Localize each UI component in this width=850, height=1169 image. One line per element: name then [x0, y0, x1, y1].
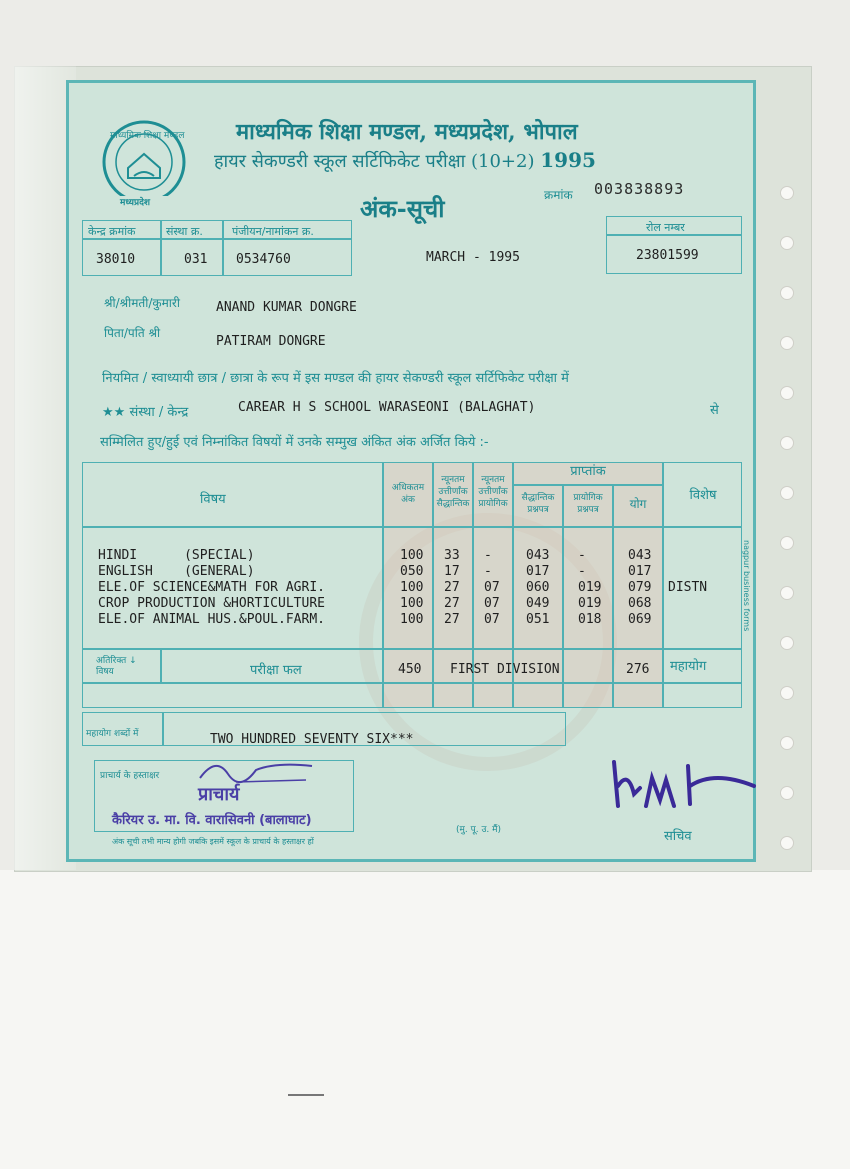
- header-min-theory: न्यूनतम उत्तीर्णांक सैद्धान्तिक: [436, 475, 470, 509]
- cell-theory: 051: [526, 612, 550, 627]
- centre-value: 38010: [96, 252, 136, 267]
- header-theory: सैद्धान्तिक प्रश्नपत्र: [521, 493, 555, 515]
- words-label: महायोग शब्दों में: [86, 729, 139, 739]
- institution-prefix: ★★ संस्था / केन्द्र: [102, 405, 189, 420]
- perforation-hole: [780, 586, 794, 600]
- candidate-name: ANAND KUMAR DONGRE: [216, 300, 357, 315]
- header-subject: विषय: [200, 492, 226, 507]
- cell-subject: ELE.OF SCIENCE&MATH FOR AGRI.: [98, 580, 325, 595]
- table-header-line: [82, 526, 742, 528]
- cell-min-p: -: [484, 564, 492, 579]
- cell-special: DISTN: [668, 580, 708, 595]
- declaration-line-3: सम्मिलित हुए/हुई एवं निम्नांकित विषयों में उनके सम्मुख अंकित अंक अर्जित किये :-: [100, 435, 489, 450]
- code-note: (मु. पू. उ. मैं): [456, 825, 501, 835]
- cell-theory: 017: [526, 564, 550, 579]
- serial-number: 003838893: [594, 180, 685, 198]
- cell-practical: 019: [578, 580, 602, 595]
- exam-year: 1995: [540, 148, 596, 172]
- serial-label: क्रमांक: [544, 188, 573, 202]
- validity-note: अंक सूची तभी मान्य होगी जबकि इसमें स्कूल के प्राचार्य के हस्ताक्षर हों: [112, 837, 314, 846]
- principal-note: प्राचार्य के हस्ताक्षर: [100, 771, 160, 781]
- declaration-line-1: नियमित / स्वाध्यायी छात्र / छात्रा के रूप में इस मण्डल की हायर सेकण्डरी स्कूल सर्टिफिकेट परीक्षा में: [102, 371, 569, 386]
- secretary-signature: [604, 756, 772, 822]
- id-col-divider: [222, 220, 224, 276]
- col-line: [162, 712, 164, 746]
- principal-stamp-title: प्राचार्य: [198, 784, 240, 805]
- principal-signature: [196, 752, 316, 792]
- cell-practical: -: [578, 548, 586, 563]
- cell-theory: 043: [526, 548, 550, 563]
- institution-label: संस्था क्र.: [166, 225, 203, 238]
- perforation-hole: [780, 836, 794, 850]
- cell-max: 100: [400, 548, 424, 563]
- perforation-hole: [780, 486, 794, 500]
- cell-total: 079: [628, 580, 652, 595]
- obtained-subheader-line: [512, 484, 662, 486]
- perforation-hole: [780, 536, 794, 550]
- max-total: 450: [398, 662, 422, 677]
- table-body-end: [82, 648, 742, 650]
- enrolment-value: 0534760: [236, 252, 291, 267]
- perforation-hole: [780, 686, 794, 700]
- institution-suffix: से: [710, 403, 719, 418]
- header-max: अधिकतम अंक: [391, 483, 425, 505]
- result-label: परीक्षा फल: [250, 663, 302, 678]
- roll-label: रोल नम्बर: [646, 221, 685, 234]
- scan-mark: [288, 1094, 324, 1096]
- document-title: अंक-सूची: [360, 194, 445, 223]
- cell-min-t: 17: [444, 564, 460, 579]
- seal-bottom-text: मध्यप्रदेश: [120, 198, 151, 208]
- perforation-hole: [780, 286, 794, 300]
- result-row-end: [82, 682, 742, 684]
- id-col-divider: [160, 220, 162, 276]
- header-special: विशेष: [689, 488, 717, 503]
- cell-practical: -: [578, 564, 586, 579]
- cell-max: 100: [400, 612, 424, 627]
- cell-min-t: 27: [444, 596, 460, 611]
- cell-max: 100: [400, 596, 424, 611]
- perforation-hole: [780, 636, 794, 650]
- cell-min-t: 33: [444, 548, 460, 563]
- exam-name: [214, 148, 596, 173]
- cell-subject: ELE.OF ANIMAL HUS.&POUL.FARM.: [98, 612, 325, 627]
- cell-practical: 019: [578, 596, 602, 611]
- col-line: [160, 648, 162, 682]
- cell-max: 100: [400, 580, 424, 595]
- name-label: श्री/श्रीमती/कुमारी: [104, 296, 180, 310]
- cell-min-t: 27: [444, 580, 460, 595]
- cell-theory: 060: [526, 580, 550, 595]
- perforation-holes: [780, 186, 794, 846]
- cell-practical: 018: [578, 612, 602, 627]
- secretary-label: सचिव: [664, 829, 692, 844]
- cell-theory: 049: [526, 596, 550, 611]
- exam-name-text: हायर सेकण्डरी स्कूल सर्टिफिकेट परीक्षा (10+2): [214, 151, 535, 172]
- cell-subject: ENGLISH (GENERAL): [98, 564, 255, 579]
- board-name: माध्यमिक शिक्षा मण्डल, मध्यप्रदेश, भोपाल: [236, 119, 578, 145]
- col-line: [612, 484, 614, 708]
- printer-imprint: nagpur business forms: [742, 540, 751, 632]
- perforation-hole: [780, 436, 794, 450]
- cell-total: 069: [628, 612, 652, 627]
- roll-value: 23801599: [636, 248, 699, 263]
- principal-stamp-school: कैरियर उ. मा. वि. वारासिवनी (बालाघाट): [112, 813, 312, 828]
- cell-min-t: 27: [444, 612, 460, 627]
- centre-label: केन्द्र क्रमांक: [88, 225, 136, 238]
- cell-max: 050: [400, 564, 424, 579]
- grand-total-label: महायोग: [670, 659, 707, 674]
- enrolment-label: पंजीयन/नामांकन क्र.: [232, 225, 314, 238]
- institution-name: CAREAR H S SCHOOL WARASEONI (BALAGHAT): [238, 400, 536, 415]
- additional-subject-label: अतिरिक्त ↓ विषय: [96, 656, 137, 677]
- institution-value: 031: [184, 252, 208, 267]
- perforation-hole: [780, 786, 794, 800]
- perforation-hole: [780, 236, 794, 250]
- perforation-hole: [780, 186, 794, 200]
- cell-total: 017: [628, 564, 652, 579]
- header-total: योग: [629, 497, 647, 511]
- perforation-hole: [780, 736, 794, 750]
- cell-min-p: 07: [484, 612, 500, 627]
- header-practical: प्रायोगिक प्रश्नपत्र: [573, 493, 603, 515]
- header-obtained: प्राप्तांक: [570, 464, 606, 479]
- father-name: PATIRAM DONGRE: [216, 334, 326, 349]
- grand-total: 276: [626, 662, 650, 677]
- header-min-practical: न्यूनतम उत्तीर्णांक प्रायोगिक: [478, 475, 508, 509]
- cell-subject: CROP PRODUCTION &HORTICULTURE: [98, 596, 325, 611]
- cell-total: 043: [628, 548, 652, 563]
- result-division: FIRST DIVISION: [450, 662, 560, 677]
- words-value: TWO HUNDRED SEVENTY SIX***: [210, 732, 414, 747]
- perforation-hole: [780, 386, 794, 400]
- perforation-hole: [780, 336, 794, 350]
- cell-subject: HINDI (SPECIAL): [98, 548, 255, 563]
- cell-min-p: 07: [484, 596, 500, 611]
- cell-min-p: 07: [484, 580, 500, 595]
- col-line: [562, 484, 564, 708]
- father-label: पिता/पति श्री: [104, 326, 161, 340]
- cell-total: 068: [628, 596, 652, 611]
- cell-min-p: -: [484, 548, 492, 563]
- exam-session: MARCH - 1995: [426, 250, 520, 265]
- seal-text: माध्यमिक शिक्षा मण्डल: [110, 131, 185, 141]
